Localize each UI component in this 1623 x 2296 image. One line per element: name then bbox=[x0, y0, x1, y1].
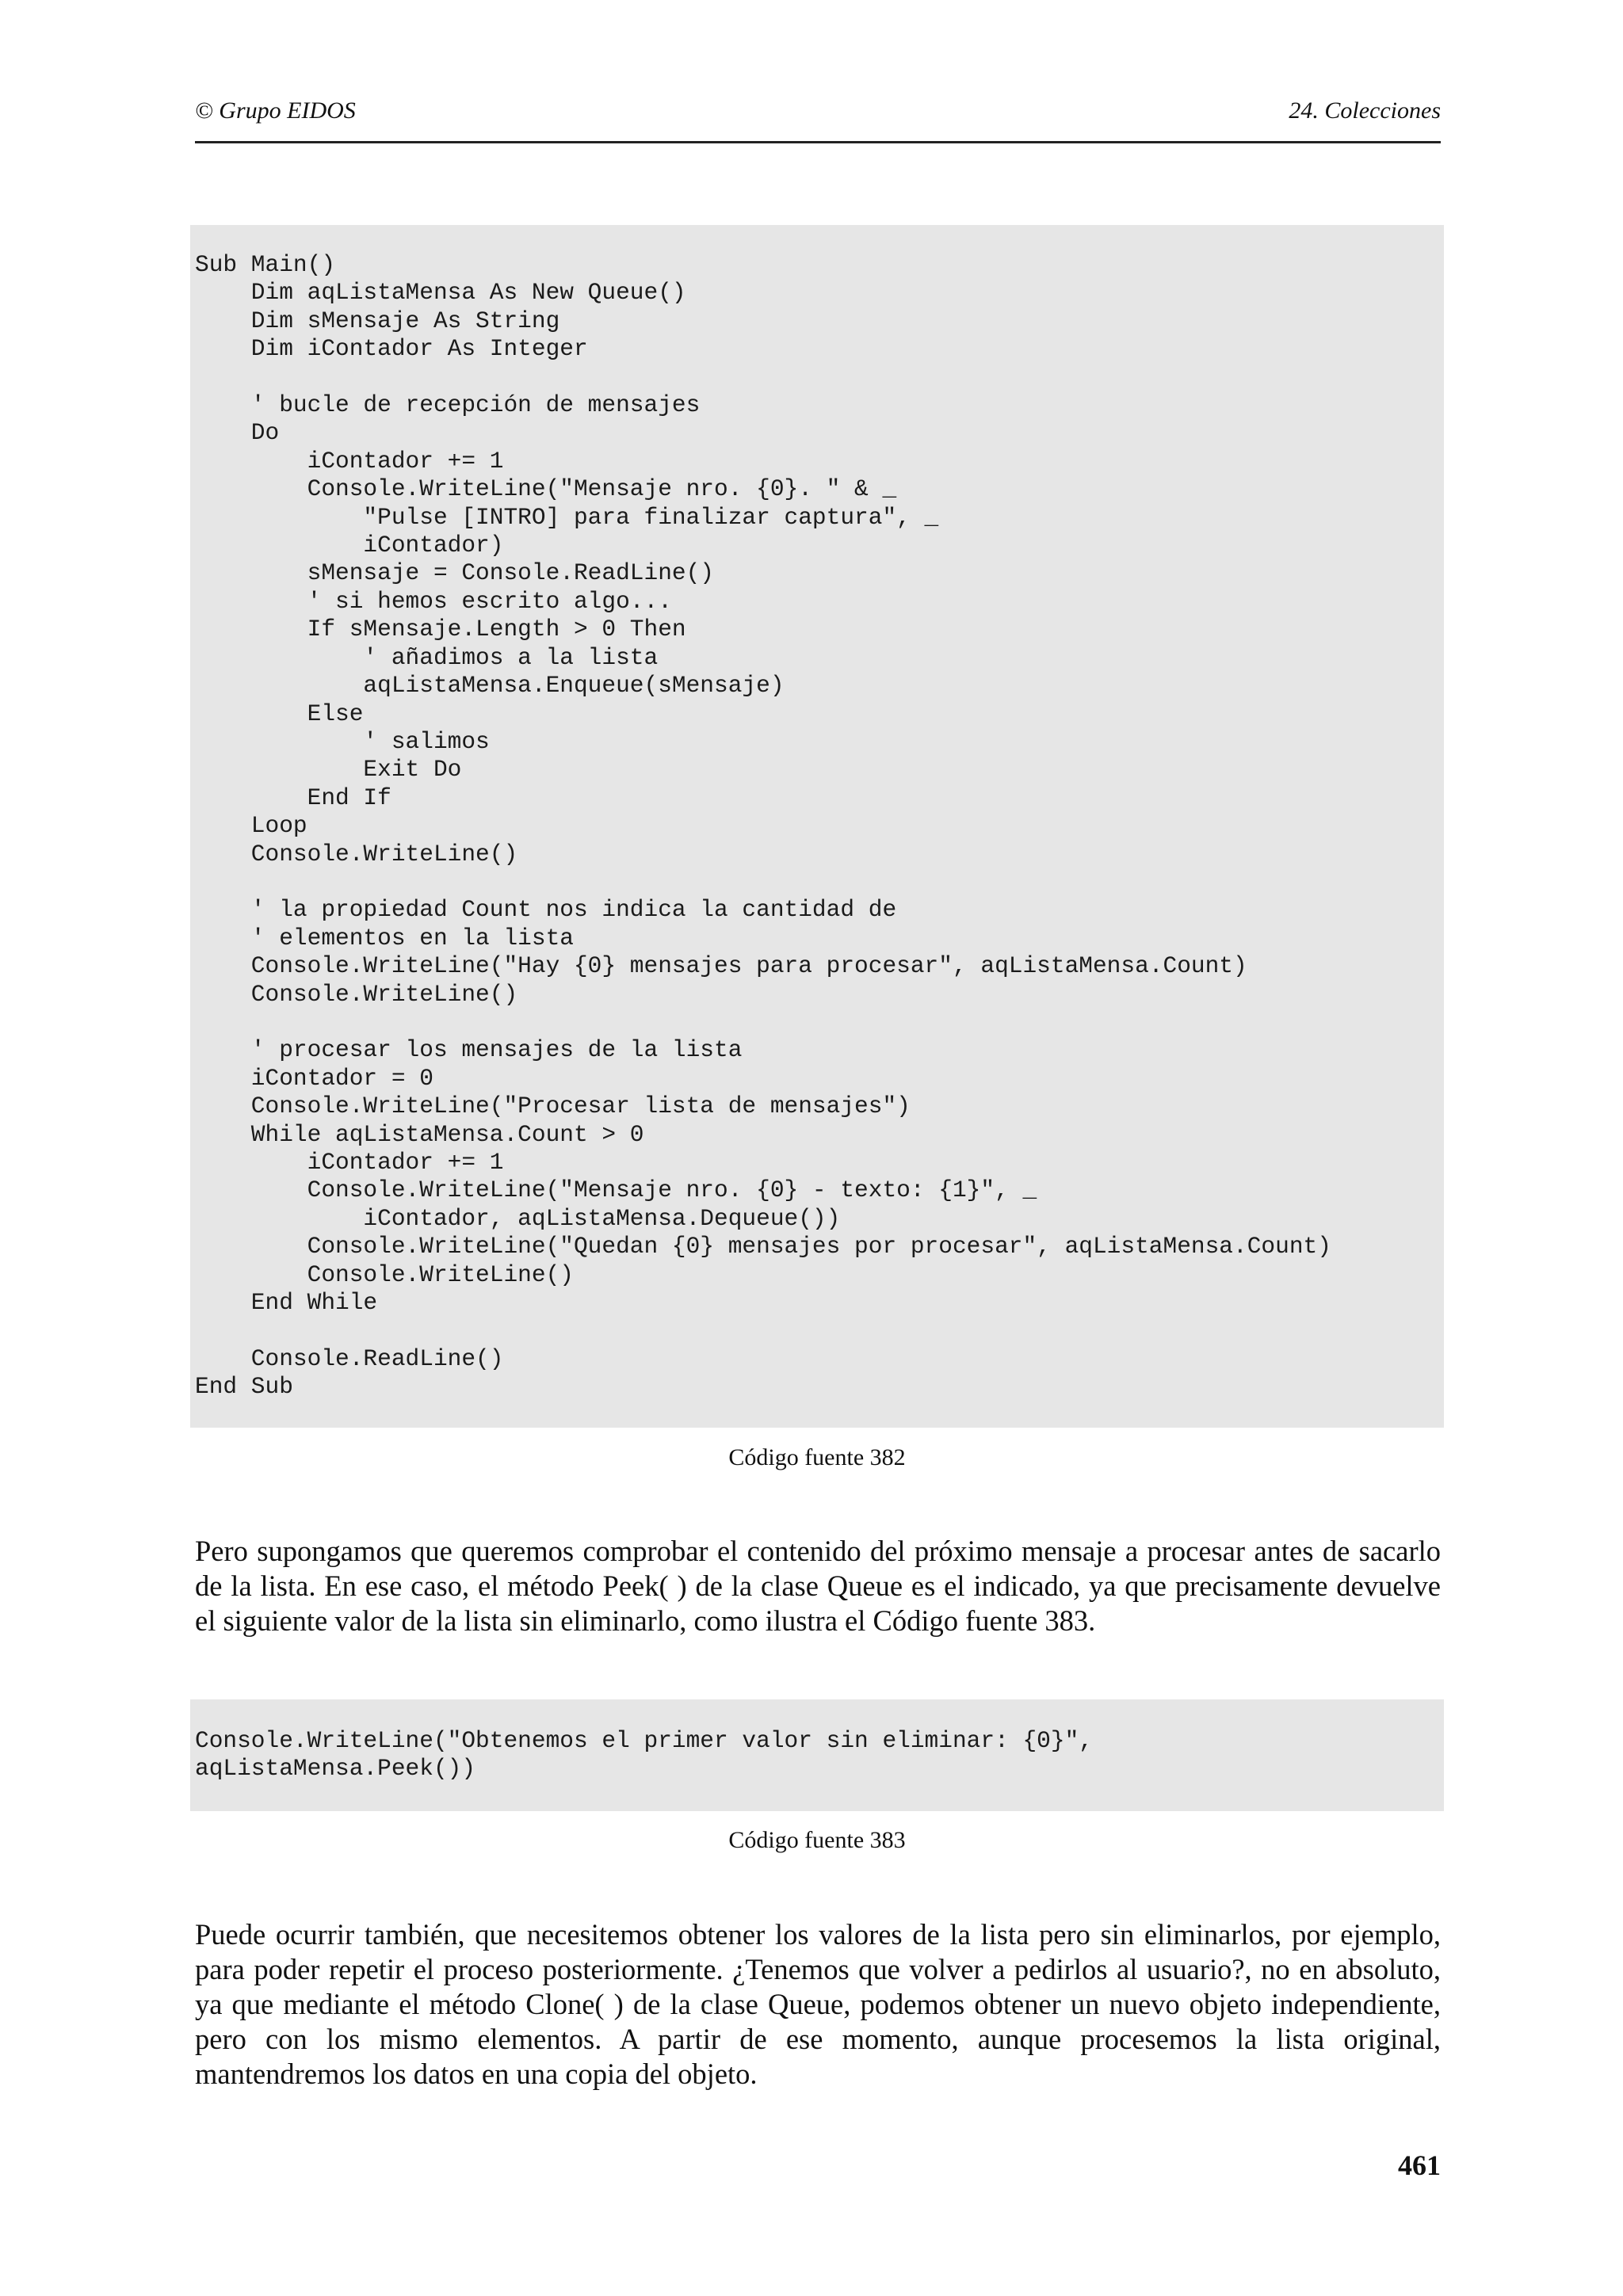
code-listing-382: Sub Main() Dim aqListaMensa As New Queue() Dim sMensaje As String Dim iContador As Integer ' bucle de recepción de mensajes Do iContador += 1 Console.WriteLine("Mensaje nro. {0}. " & _ "Pulse [INTRO] para finalizar captura", _ iContador) sMensaje = Console.ReadLine() ' si hemos escrito algo... If sMensaje.Length > 0 Then ' añadimos a la lista aqListaMensa.Enqueue(sMensaje) Else ' salimos Exit Do End If Loop Console.WriteLine() ' la propiedad Count nos indica la cantidad de ' elementos en la lista Console.WriteLine("Hay {0} mensajes para procesar", aqListaMensa.Count) Console.WriteLine() ' procesar los mensajes de la lista iContador = 0 Console.WriteLine("Procesar lista de mensajes") While aqListaMensa.Count > 0 iContador += 1 Console.WriteLine("Mensaje nro. {0} - texto: {1}", _ iContador, aqListaMensa.Dequeue()) Console.WriteLine("Quedan {0} mensajes por procesar", aqListaMensa.Count) Console.WriteLine() End While Console.ReadLine() End Sub bbox=[190, 225, 1444, 1428]
page-header bbox=[195, 93, 1441, 143]
header-chapter-title: 24. Colecciones bbox=[1289, 97, 1441, 124]
header-publisher: © Grupo EIDOS bbox=[195, 97, 356, 124]
body-paragraph-clone: Puede ocurrir también, que necesitemos obtener los valores de la lista pero sin eliminarlos, por ejemplo, para poder repetir el proceso posteriormente. ¿Tenemos que volver a pedirlos al usuario?, no en absoluto, ya que mediante el método Clone( ) de la clase Queue, podemos obtener un nuevo objeto independiente, pero con los mismo elementos. A partir de ese momento, aunque procesemos la lista original, mantendremos los datos en una copia del objeto. bbox=[195, 1918, 1441, 2090]
code-caption-382: Código fuente 382 bbox=[728, 1444, 906, 1470]
body-paragraph-peek: Pero supongamos que queremos comprobar el contenido del próximo mensaje a procesar antes de sacarlo de la lista. En ese caso, el método Peek( ) de la clase Queue es el indicado, ya que precisamente devuelve el siguiente valor de la lista sin eliminarlo, como ilustra el Código fuente 383. bbox=[195, 1535, 1441, 1637]
page-number: 461 bbox=[1398, 2149, 1441, 2181]
code-caption-383: Código fuente 383 bbox=[728, 1827, 906, 1853]
code-listing-383: Console.WriteLine("Obtenemos el primer valor sin eliminar: {0}", aqListaMensa.Peek()) bbox=[190, 1699, 1444, 1811]
